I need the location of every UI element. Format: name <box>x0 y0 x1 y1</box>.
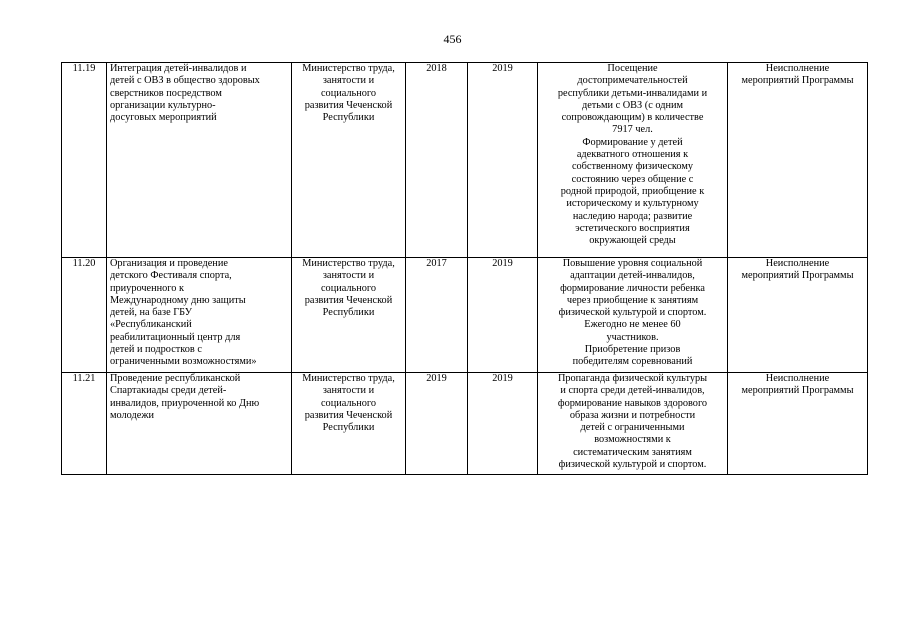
activity-number: 11.21 <box>62 373 107 475</box>
page-number: 456 <box>443 32 462 46</box>
activity-end-year: 2019 <box>468 373 538 475</box>
activity-name: Организация и проведение детского Фестиваля спорта, приуроченного к Международному дню защиты детей, на базе ГБУ «Республиканский реабилитационный центр для детей и подростков с ограниченными возможностями» <box>107 258 292 373</box>
activity-expected-result: Пропаганда физической культуры и спорта среди детей-инвалидов, формирование навыков здорового образа жизни и потребности детей с ограниченными возможностями к систематическим занятиям физической культурой и спортом. <box>538 373 728 475</box>
activity-name: Проведение республиканской Спартакиады среди детей- инвалидов, приуроченной ко Дню молодежи <box>107 373 292 475</box>
program-activities-table <box>61 62 868 475</box>
table-row <box>62 63 868 258</box>
activity-risk: Неисполнение мероприятий Программы <box>728 373 868 475</box>
activity-start-year: 2017 <box>406 258 468 373</box>
activity-start-year: 2019 <box>406 373 468 475</box>
table-row <box>62 373 868 475</box>
activity-end-year: 2019 <box>468 63 538 258</box>
activity-expected-result: Повышение уровня социальной адаптации детей-инвалидов, формирование личности ребенка через приобщение к занятиям физической культурой и спортом. Ежегодно не менее 60 участников. Приобретение призов победителям соревнований <box>538 258 728 373</box>
activity-executor: Министерство труда, занятости и социального развития Чеченской Республики <box>292 258 406 373</box>
activity-expected-result: Посещение достопримечательностей республики детьми-инвалидами и детьми с ОВЗ (с одним сопровождающим) в количестве 7917 чел. Формирование у детей адекватного отношения к собственному физическому состоянию через общение с родной природой, приобщение к историческому и культурному наследию народа; развитие эстетического восприятия окружающей среды <box>538 63 728 258</box>
activity-number: 11.20 <box>62 258 107 373</box>
table-row <box>62 258 868 373</box>
activity-executor: Министерство труда, занятости и социального развития Чеченской Республики <box>292 63 406 258</box>
activity-number: 11.19 <box>62 63 107 258</box>
activity-name: Интеграция детей-инвалидов и детей с ОВЗ в общество здоровых сверстников посредством организации культурно- досуговых мероприятий <box>107 63 292 258</box>
activity-executor: Министерство труда, занятости и социального развития Чеченской Республики <box>292 373 406 475</box>
activity-end-year: 2019 <box>468 258 538 373</box>
activity-risk: Неисполнение мероприятий Программы <box>728 63 868 258</box>
activity-start-year: 2018 <box>406 63 468 258</box>
activity-risk: Неисполнение мероприятий Программы <box>728 258 868 373</box>
